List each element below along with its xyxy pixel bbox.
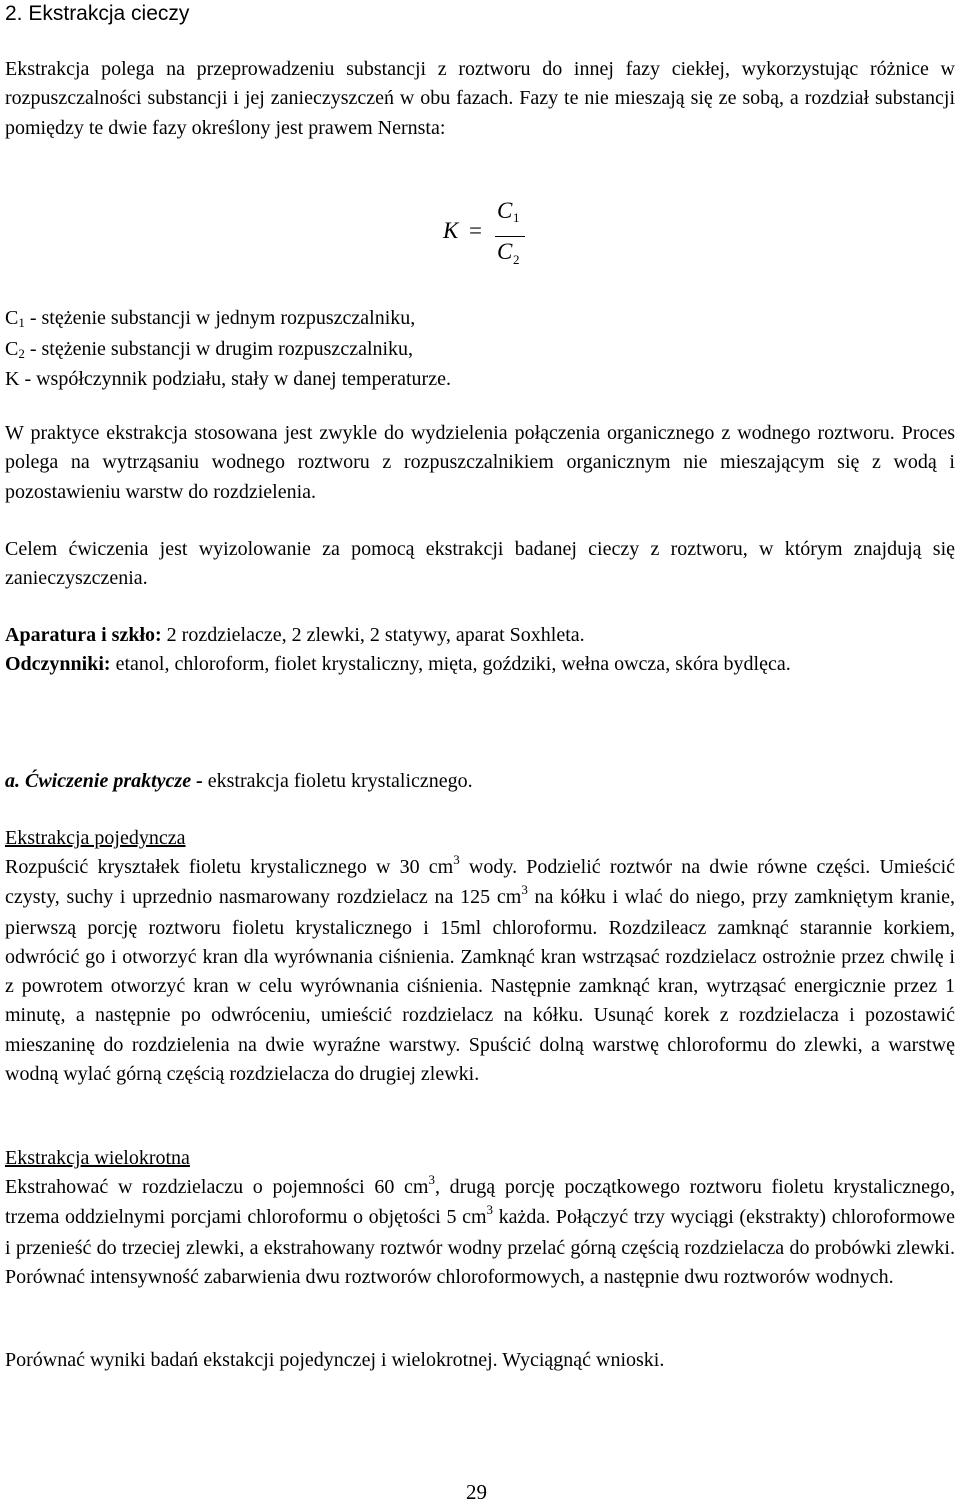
single-extraction-title: Ekstrakcja pojedyncza (5, 827, 186, 849)
nernst-formula (443, 196, 543, 276)
practice-paragraph: W praktyce ekstrakcja stosowana jest zwykle do wydzielenia połączenia organicznego z wodnego roztworu. Proces polega na wytrząsaniu wodnego roztworu z rozpuszczalnikiem organicznym nie mieszającym się z wodą i pozostawieniu warstw do rozdzielenia. (5, 422, 955, 503)
exercise-title: a. Ćwiczenie praktycze - ekstrakcja fioletu krystalicznego. (5, 770, 473, 792)
formula-k: K (443, 218, 459, 243)
reagents-paragraph: Odczynniki: etanol, chloroform, fiolet krystaliczny, mięta, goździki, wełna owcza, skóra bydlęca. (5, 653, 791, 675)
single-extraction-paragraph: Rozpuścić kryształek fioletu krystalicznego w 30 $cm^3$ wody. Podzielić roztwór na dwie równe części. Umieścić czysty, suchy i uprzednio nasmarowany rozdzielacz na 125 $cm^3$ na kółku i wlać do niego, przy zamkniętym kranie, pierwszą porcję roztworu fioletu krystalicznego i 15ml chloroformu. Rozdzileacz zamknąć starannie korkiem, odwrócić go i otworzyć kran dla wyrównania ciśnienia. Zamknąć kran wstrząsać rozdzielacz ostrożnie przez chwilę i z powrotem otworzyć kran w celu wyrównania ciśnienia. Następnie zamknąć kran, wytrząsać energicznie przez 1 minutę, a następnie po odwróceniu, umieścić rozdzielacz na kółku. Usunąć korek z rozdzielacza i pozostawić mieszaninę do rozdzielenia na dwie wyraźne warstwy. Spuścić dolną warstwę chloroformu do zlewki, a warstwę wodną wylać górną częścią rozdzielacza do drugiej zlewki. (5, 852, 956, 1086)
definition-c2: C2 - stężenie substancji w drugim rozpuszczalniku, (5, 337, 414, 361)
goal-paragraph: Celem ćwiczenia jest wyizolowanie za pomocą ekstrakcji badanej cieczy z roztworu, w którym znajdują się zanieczyszczenia. (5, 538, 955, 590)
formula-denominator: C (497, 239, 513, 264)
definition-c1: C1 - stężenie substancji w jednym rozpuszczalniku, (5, 307, 416, 330)
conclusion-line: Porównać wyniki badań ekstakcji pojedynczej i wielokrotnej. Wyciągnąć wnioski. (5, 1349, 665, 1371)
section-heading: 2. Ekstrakcja cieczy (5, 2, 190, 25)
definition-k: K - współczynnik podziału, stały w danej temperaturze. (5, 368, 451, 390)
multiple-extraction-paragraph: Ekstrahować w rozdzielaczu o pojemności 60 $cm^3$, drugą porcję początkowego roztworu fioletu krystalicznego, trzema oddzielnymi porcjami chloroformu o objętości 5 $cm^3$ każda. Połączyć trzy wyciągi (ekstrakty) chloroformowe i przenieść do trzeciej zlewki, a ekstrahowany roztwór wodny przelać górną częścią rozdzielacza do probówki zlewki. Porównać intensywność zabarwienia dwu roztworów chloroformowych, a następnie dwu roztworów wodnych. (5, 1172, 955, 1288)
fraction-line (495, 236, 525, 237)
definitions-list (5, 304, 955, 395)
apparatus-line: Aparatura i szkło: 2 rozdzielacze, 2 zlewki, 2 statywy, aparat Soxhleta. (5, 624, 585, 646)
formula-numerator-sub: 1 (513, 210, 520, 225)
formula-equals: = (469, 218, 482, 243)
formula-numerator: C (497, 198, 513, 223)
intro-paragraph: Ekstrakcja polega na przeprowadzeniu substancji z roztworu do innej fazy ciekłej, wykorzystując różnice w rozpuszczalności substancji i jej zanieczyszczeń w obu fazach. Fazy te nie mieszają się ze sobą, a rozdział substancji pomiędzy te dwie fazy określony jest prawem Nernsta: (5, 58, 955, 139)
multiple-extraction-title: Ekstrakcja wielokrotna (5, 1147, 190, 1169)
page-number: 29 (466, 1480, 487, 1504)
formula-denominator-sub: 2 (513, 252, 520, 267)
